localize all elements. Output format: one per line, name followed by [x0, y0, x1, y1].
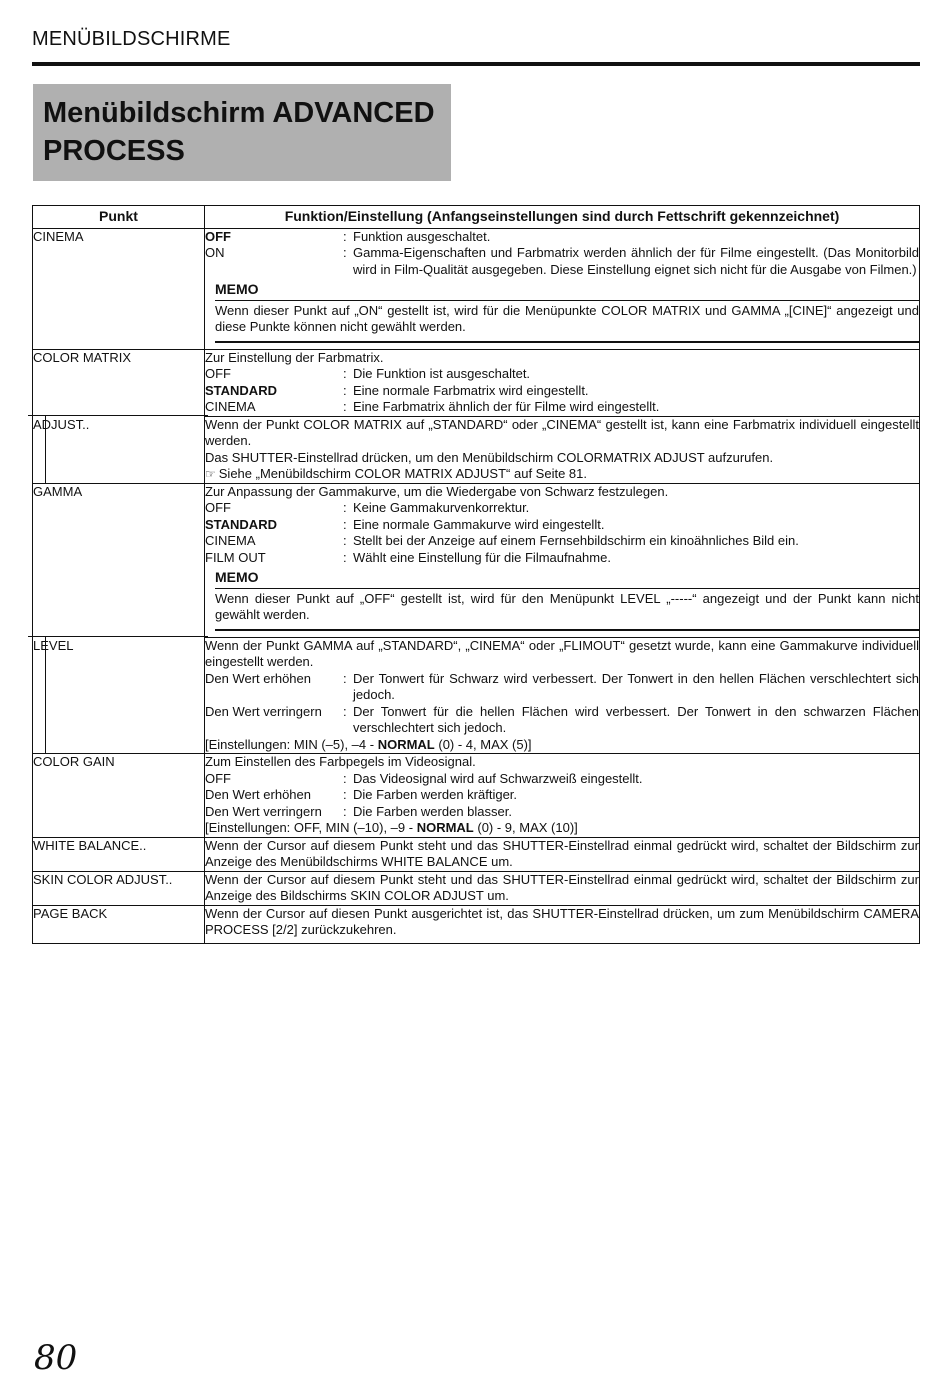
- intro-text: Zur Einstellung der Farbmatrix.: [205, 349, 384, 365]
- option-value: Stellt bei der Anzeige auf einem Fernsehbildschirm ein kinoähnliches Bild ein.: [353, 533, 799, 548]
- item-skin-color-adjust: SKIN COLOR ADJUST..: [33, 871, 205, 905]
- table-row: [33, 871, 920, 905]
- desc-adjust: [205, 416, 920, 483]
- desc-level: Wenn der Punkt GAMMA auf „STANDARD“, „CINEMA“ oder „FLIMOUT“ gesetzt wurde, kann eine Gammakurve individuell eingestellt werden. Den Wert erhöhen : Der Tonwert für Schwarz wird verbessert. Der Tonwert in den hellen Flächen verschlechtert sich jedoch. Den Wert verringern : Der Tonwert für die hellen Flächen wird verbessert. Der Tonwert in den schwarzen Flächen verschlechtert sich jedoch. [Einstellungen: MIN (–5), –4 - NORMAL (0) - 4, MAX (5)]: [205, 637, 919, 752]
- table-row: [33, 637, 920, 754]
- table-row: [33, 416, 920, 483]
- item-level: [33, 637, 205, 754]
- intro-text: Wenn der Punkt GAMMA auf „STANDARD“, „CINEMA“ oder „FLIMOUT“ gesetzt wurde, kann eine Gammakurve individuell eingestellt werden.: [205, 637, 919, 669]
- option-value: Die Farben werden kräftiger.: [353, 787, 518, 802]
- settings-range: [Einstellungen: MIN (–5), –4 - NORMAL (0) - 4, MAX (5)]: [205, 736, 532, 752]
- settings-range: [Einstellungen: OFF, MIN (–10), –9 - NORMAL (0) - 9, MAX (10)]: [205, 820, 578, 835]
- option-key: STANDARD: [205, 382, 277, 398]
- option-key: CINEMA: [205, 399, 256, 414]
- desc-page-back: Wenn der Cursor auf diesen Punkt ausgerichtet ist, das SHUTTER-Einstellrad drücken, um zum Menübildschirm CAMERA PROCESS [2/2] zurückzukehren.: [205, 905, 920, 943]
- table-header-row: [33, 206, 920, 229]
- reference-link[interactable]: Siehe „Menübildschirm COLOR MATRIX ADJUST“ auf Seite 81.: [218, 466, 587, 481]
- desc-color-gain: Zum Einstellen des Farbpegels im Videosignal. OFF : Das Videosignal wird auf Schwarzweiß eingestellt. Den Wert erhöhen : Die Farben werden kräftiger. Den Wert verringern : Die Farben werden blasser. [Einstellungen: OFF, MIN (–10), –9 - NORMAL (0) - 9, MAX (10)]: [205, 754, 920, 838]
- pointing-hand-icon: ☞: [205, 467, 216, 481]
- intro-text: Zum Einstellen des Farbpegels im Videosignal.: [205, 754, 476, 769]
- desc-gamma: Zur Anpassung der Gammakurve, um die Wiedergabe von Schwarz festzulegen. OFF : Keine Gammakurvenkorrektur. STANDARD : Eine normale Gammakurve wird eingestellt. CINEMA : Stellt bei der Anzeige auf einem Fernsehbildschirm ein kinoähnliches Bild ein. FILM OUT : Wählt eine Einstellung für die Filmaufnahme. MEMO Wenn dieser Punkt auf „OFF“ gestellt ist, wird für den Menüpunkt LEVEL „-----“ angezeigt und der Punkt kann nicht gewählt werden.: [205, 483, 920, 637]
- option-key: Den Wert verringern: [205, 803, 322, 819]
- desc-text: Wenn der Punkt COLOR MATRIX auf „STANDARD“ oder „CINEMA“ gestellt ist, kann eine Farbmatrix individuell eingestellt werden.: [205, 416, 919, 448]
- memo-heading: MEMO: [215, 281, 259, 297]
- option-key: Den Wert erhöhen: [205, 670, 311, 686]
- section-header: MENÜBILDSCHIRME: [32, 28, 231, 50]
- page-title: [33, 84, 451, 181]
- option-value: Gamma-Eigenschaften und Farbmatrix werden ähnlich der für Filme eingestellt. (Das Monitorbild wird in Film-Qualität ausgegeben. Diese Einstellung eignet sich nicht für die Ausgabe von Filmen.): [353, 245, 919, 277]
- item-adjust-label: ADJUST..: [28, 415, 208, 434]
- table-row: [33, 483, 920, 637]
- memo-text: Wenn dieser Punkt auf „ON“ gestellt ist, wird für die Menüpunkte COLOR MATRIX und GAMMA „[CINE]“ angezeigt und diese Punkte können nicht gewählt werden.: [215, 300, 919, 343]
- desc-color-matrix: Zur Einstellung der Farbmatrix. OFF : Die Funktion ist ausgeschaltet. STANDARD : Eine normale Farbmatrix wird eingestellt. CINEMA : Eine Farbmatrix ähnlich der für Filme wird eingestellt.: [205, 349, 920, 416]
- option-key: CINEMA: [205, 533, 256, 548]
- option-key: ON: [205, 245, 225, 260]
- item-level-label: LEVEL: [28, 636, 208, 655]
- memo-heading: MEMO: [215, 569, 259, 585]
- table-row: [33, 349, 920, 416]
- option-value: Eine Farbmatrix ähnlich der für Filme wird eingestellt.: [353, 399, 660, 414]
- item-gamma: GAMMA: [33, 483, 205, 637]
- desc-white-balance: Wenn der Cursor auf diesem Punkt steht und das SHUTTER-Einstellrad einmal gedrückt wird, schaltet der Bildschirm zur Anzeige des Menübildschirms WHITE BALANCE um.: [205, 837, 919, 869]
- page-title-line2: PROCESS: [43, 135, 185, 167]
- option-value: Funktion ausgeschaltet.: [353, 228, 491, 244]
- page-number: 80: [34, 1338, 78, 1378]
- option-value: Die Farben werden blasser.: [353, 803, 512, 819]
- option-key: OFF: [205, 500, 231, 515]
- settings-table: [32, 205, 920, 944]
- option-value: Das Videosignal wird auf Schwarzweiß eingestellt.: [353, 770, 643, 786]
- option-key: OFF: [205, 366, 231, 381]
- option-value: Der Tonwert für Schwarz wird verbessert. Der Tonwert in den hellen Flächen verschlechtert sich jedoch.: [353, 670, 919, 702]
- table-row: [33, 228, 920, 349]
- option-key: FILM OUT: [205, 549, 266, 565]
- intro-text: Zur Anpassung der Gammakurve, um die Wiedergabe von Schwarz festzulegen.: [205, 483, 669, 499]
- desc-text: Das SHUTTER-Einstellrad drücken, um den Menübildschirm COLORMATRIX ADJUST aufzurufen.: [205, 449, 774, 465]
- desc-skin-color-adjust: Wenn der Cursor auf diesem Punkt steht und das SHUTTER-Einstellrad einmal gedrückt wird, schaltet der Bildschirm zur Anzeige des Bildschirms SKIN COLOR ADJUST um.: [205, 871, 919, 903]
- option-key: OFF: [205, 228, 231, 244]
- memo-text: Wenn dieser Punkt auf „OFF“ gestellt ist, wird für den Menüpunkt LEVEL „-----“ angezeigt und der Punkt kann nicht gewählt werden.: [215, 588, 919, 631]
- item-white-balance: WHITE BALANCE..: [33, 837, 205, 871]
- option-value: Keine Gammakurvenkorrektur.: [353, 500, 530, 515]
- item-cinema: CINEMA: [33, 228, 205, 349]
- header-rule: [32, 62, 920, 66]
- option-value: Eine normale Gammakurve wird eingestellt.: [353, 516, 605, 532]
- item-color-gain: COLOR GAIN: [33, 754, 205, 838]
- column-header-function: Funktion/Einstellung (Anfangseinstellungen sind durch Fettschrift gekennzeichnet): [205, 206, 920, 229]
- option-value: Der Tonwert für die hellen Flächen wird verbessert. Der Tonwert in den schwarzen Flächen verschlechtert sich jedoch.: [353, 703, 919, 735]
- table-row: [33, 837, 920, 871]
- item-color-matrix: COLOR MATRIX: [33, 349, 205, 416]
- option-value: Die Funktion ist ausgeschaltet.: [353, 366, 531, 381]
- table-row: [33, 905, 920, 943]
- option-key: Den Wert verringern: [205, 703, 322, 719]
- option-key: Den Wert erhöhen: [205, 787, 311, 802]
- column-header-item: Punkt: [33, 206, 205, 229]
- option-value: Wählt eine Einstellung für die Filmaufnahme.: [353, 549, 611, 565]
- option-key: OFF: [205, 770, 231, 786]
- page-title-line1: Menübildschirm ADVANCED: [43, 97, 435, 129]
- option-key: STANDARD: [205, 516, 277, 532]
- item-adjust: [33, 416, 205, 483]
- desc-cinema: OFF : Funktion ausgeschaltet. ON : Gamma-Eigenschaften und Farbmatrix werden ähnlich der für Filme eingestellt. (Das Monitorbild wird in Film-Qualität ausgegeben. Diese Einstellung eignet sich nicht für die Ausgabe von Filmen.) MEMO Wenn dieser Punkt auf „ON“ gestellt ist, wird für die Menüpunkte COLOR MATRIX und GAMMA „[CINE]“ angezeigt und diese Punkte können nicht gewählt werden.: [205, 228, 920, 349]
- table-row: [33, 754, 920, 838]
- option-value: Eine normale Farbmatrix wird eingestellt.: [353, 382, 589, 398]
- item-page-back: PAGE BACK: [33, 905, 205, 943]
